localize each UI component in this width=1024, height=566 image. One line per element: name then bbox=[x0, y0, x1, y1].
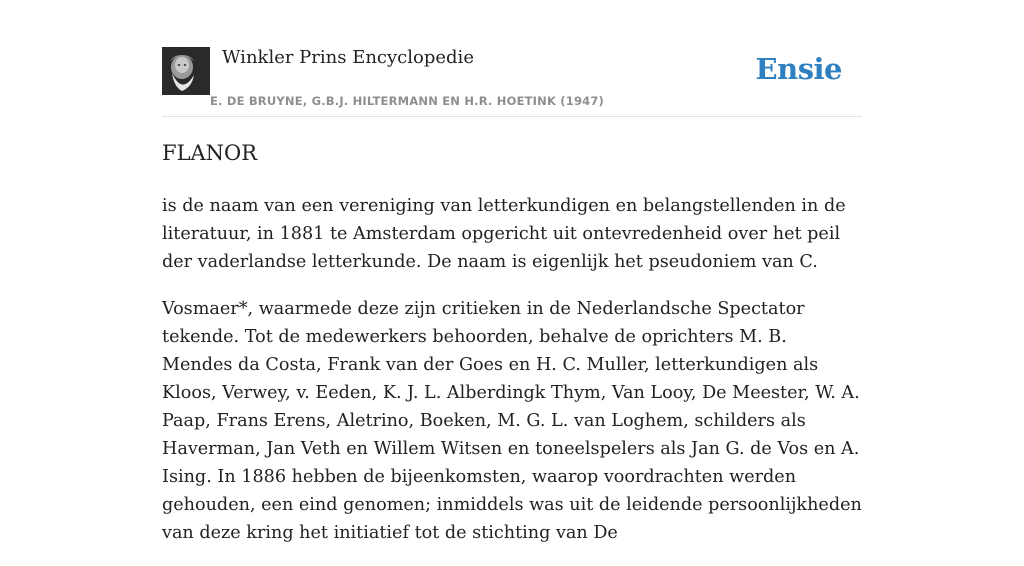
body-paragraph: is de naam van een vereniging van letterkundigen en belangstellenden in de literatuur, in 1881 te Amsterdam opgericht uit ontevredenheid over het peil der vaderlandse letterkunde. De naam is eigenlijk het pseudoniem van C. bbox=[162, 196, 846, 272]
source-header bbox=[162, 44, 862, 117]
author-avatar bbox=[162, 47, 210, 95]
source-title[interactable]: Winkler Prins Encyclopedie bbox=[222, 47, 474, 68]
ensie-logo[interactable]: Ensie bbox=[755, 52, 842, 86]
entry-title: FLANOR bbox=[162, 141, 258, 165]
body-paragraph: Vosmaer*, waarmede deze zijn critieken in de Nederlandsche Spectator tekende. Tot de medewerkers behoorden, behalve de oprichters M. B. Mendes da Costa, Frank van der Goes en H. C. Muller, letterkundigen als Kloos, Verwey, v. Eeden, K. J. L. Alberdingk Thym, Van Looy, De Meester, W. A. Paap, Frans Erens, Aletrino, Boeken, M. G. L. van Loghem, schilders als Haverman, Jan Veth en Willem Witsen en toneelspelers als Jan G. de Vos en A. Ising. In 1886 hebben de bijeenkomsten, waarop voordrachten werden gehouden, een eind genomen; inmiddels was uit de leidende persoonlijkheden van deze kring het initiatief tot de stichting van De bbox=[162, 299, 862, 543]
source-authors: E. DE BRUYNE, G.B.J. HILTERMANN EN H.R. HOETINK (1947) bbox=[210, 94, 605, 108]
portrait-icon bbox=[162, 47, 210, 95]
entry-body bbox=[162, 192, 862, 566]
